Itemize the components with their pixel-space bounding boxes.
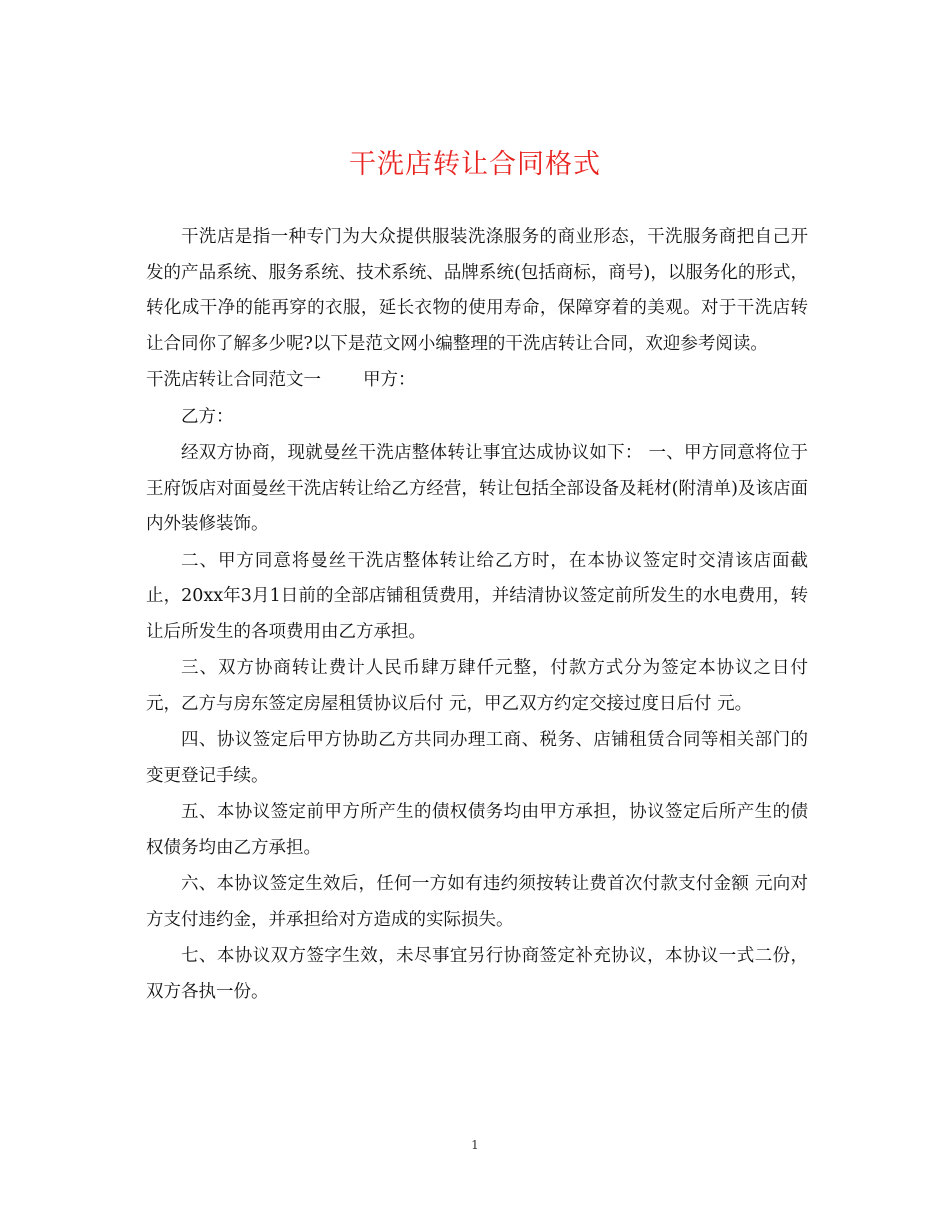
clause-6: 六、本协议签定生效后，任何一方如有违约须按转让费首次付款支付金额 元向对方支付违约金，并承担给对方造成的实际损失。 — [146, 874, 808, 930]
clause-2: 二、甲方同意将曼丝干洗店整体转让给乙方时，在本协议签定时交清该店面截止，20xx年3月1日前的全部店铺租赁费用，并结清协议签定前所发生的水电费用，转让后所发生的各项费用由乙方承担。 — [146, 550, 808, 642]
sample-heading: 干洗店转让合同范文一 — [146, 370, 321, 390]
page-number: 1 — [471, 1138, 479, 1152]
clause-3: 三、双方协商转让费计人民币肆万肆仟元整，付款方式分为签定本协议之日付 元，乙方与房东签定房屋租赁协议后付 元，甲乙双方约定交接过度日后付 元。 — [146, 658, 808, 714]
document-body — [146, 220, 808, 1010]
party-a-label: 甲方： — [363, 370, 416, 390]
clause-1: 经双方协商，现就曼丝干洗店整体转让事宜达成协议如下： 一、甲方同意将位于王府饭店对面曼丝干洗店转让给乙方经营，转让包括全部设备及耗材(附清单)及该店面内外装修装饰。 — [146, 443, 808, 534]
sample-heading-line — [146, 363, 808, 399]
clause-7: 七、本协议双方签字生效，未尽事宜另行协商签定补充协议，本协议一式二份，双方各执一份。 — [146, 946, 808, 1002]
intro-paragraph: 干洗店是指一种专门为大众提供服装洗涤服务的商业形态，干洗服务商把自己开发的产品系统、服务系统、技术系统、品牌系统(包括商标，商号)，以服务化的形式，转化成干净的能再穿的衣服，延长衣物的使用寿命，保障穿着的美观。对于干洗店转让合同你了解多少呢?以下是范文网小编整理的干洗店转让合同，欢迎参考阅读。 — [146, 227, 808, 354]
document-title: 干洗店转让合同格式 — [349, 149, 601, 180]
party-b-label: 乙方： — [181, 406, 234, 427]
clause-5: 五、本协议签定前甲方所产生的债权债务均由甲方承担，协议签定后所产生的债权债务均由乙方承担。 — [146, 802, 808, 858]
clause-4: 四、协议签定后甲方协助乙方共同办理工商、税务、店铺租赁合同等相关部门的变更登记手续。 — [146, 730, 808, 786]
